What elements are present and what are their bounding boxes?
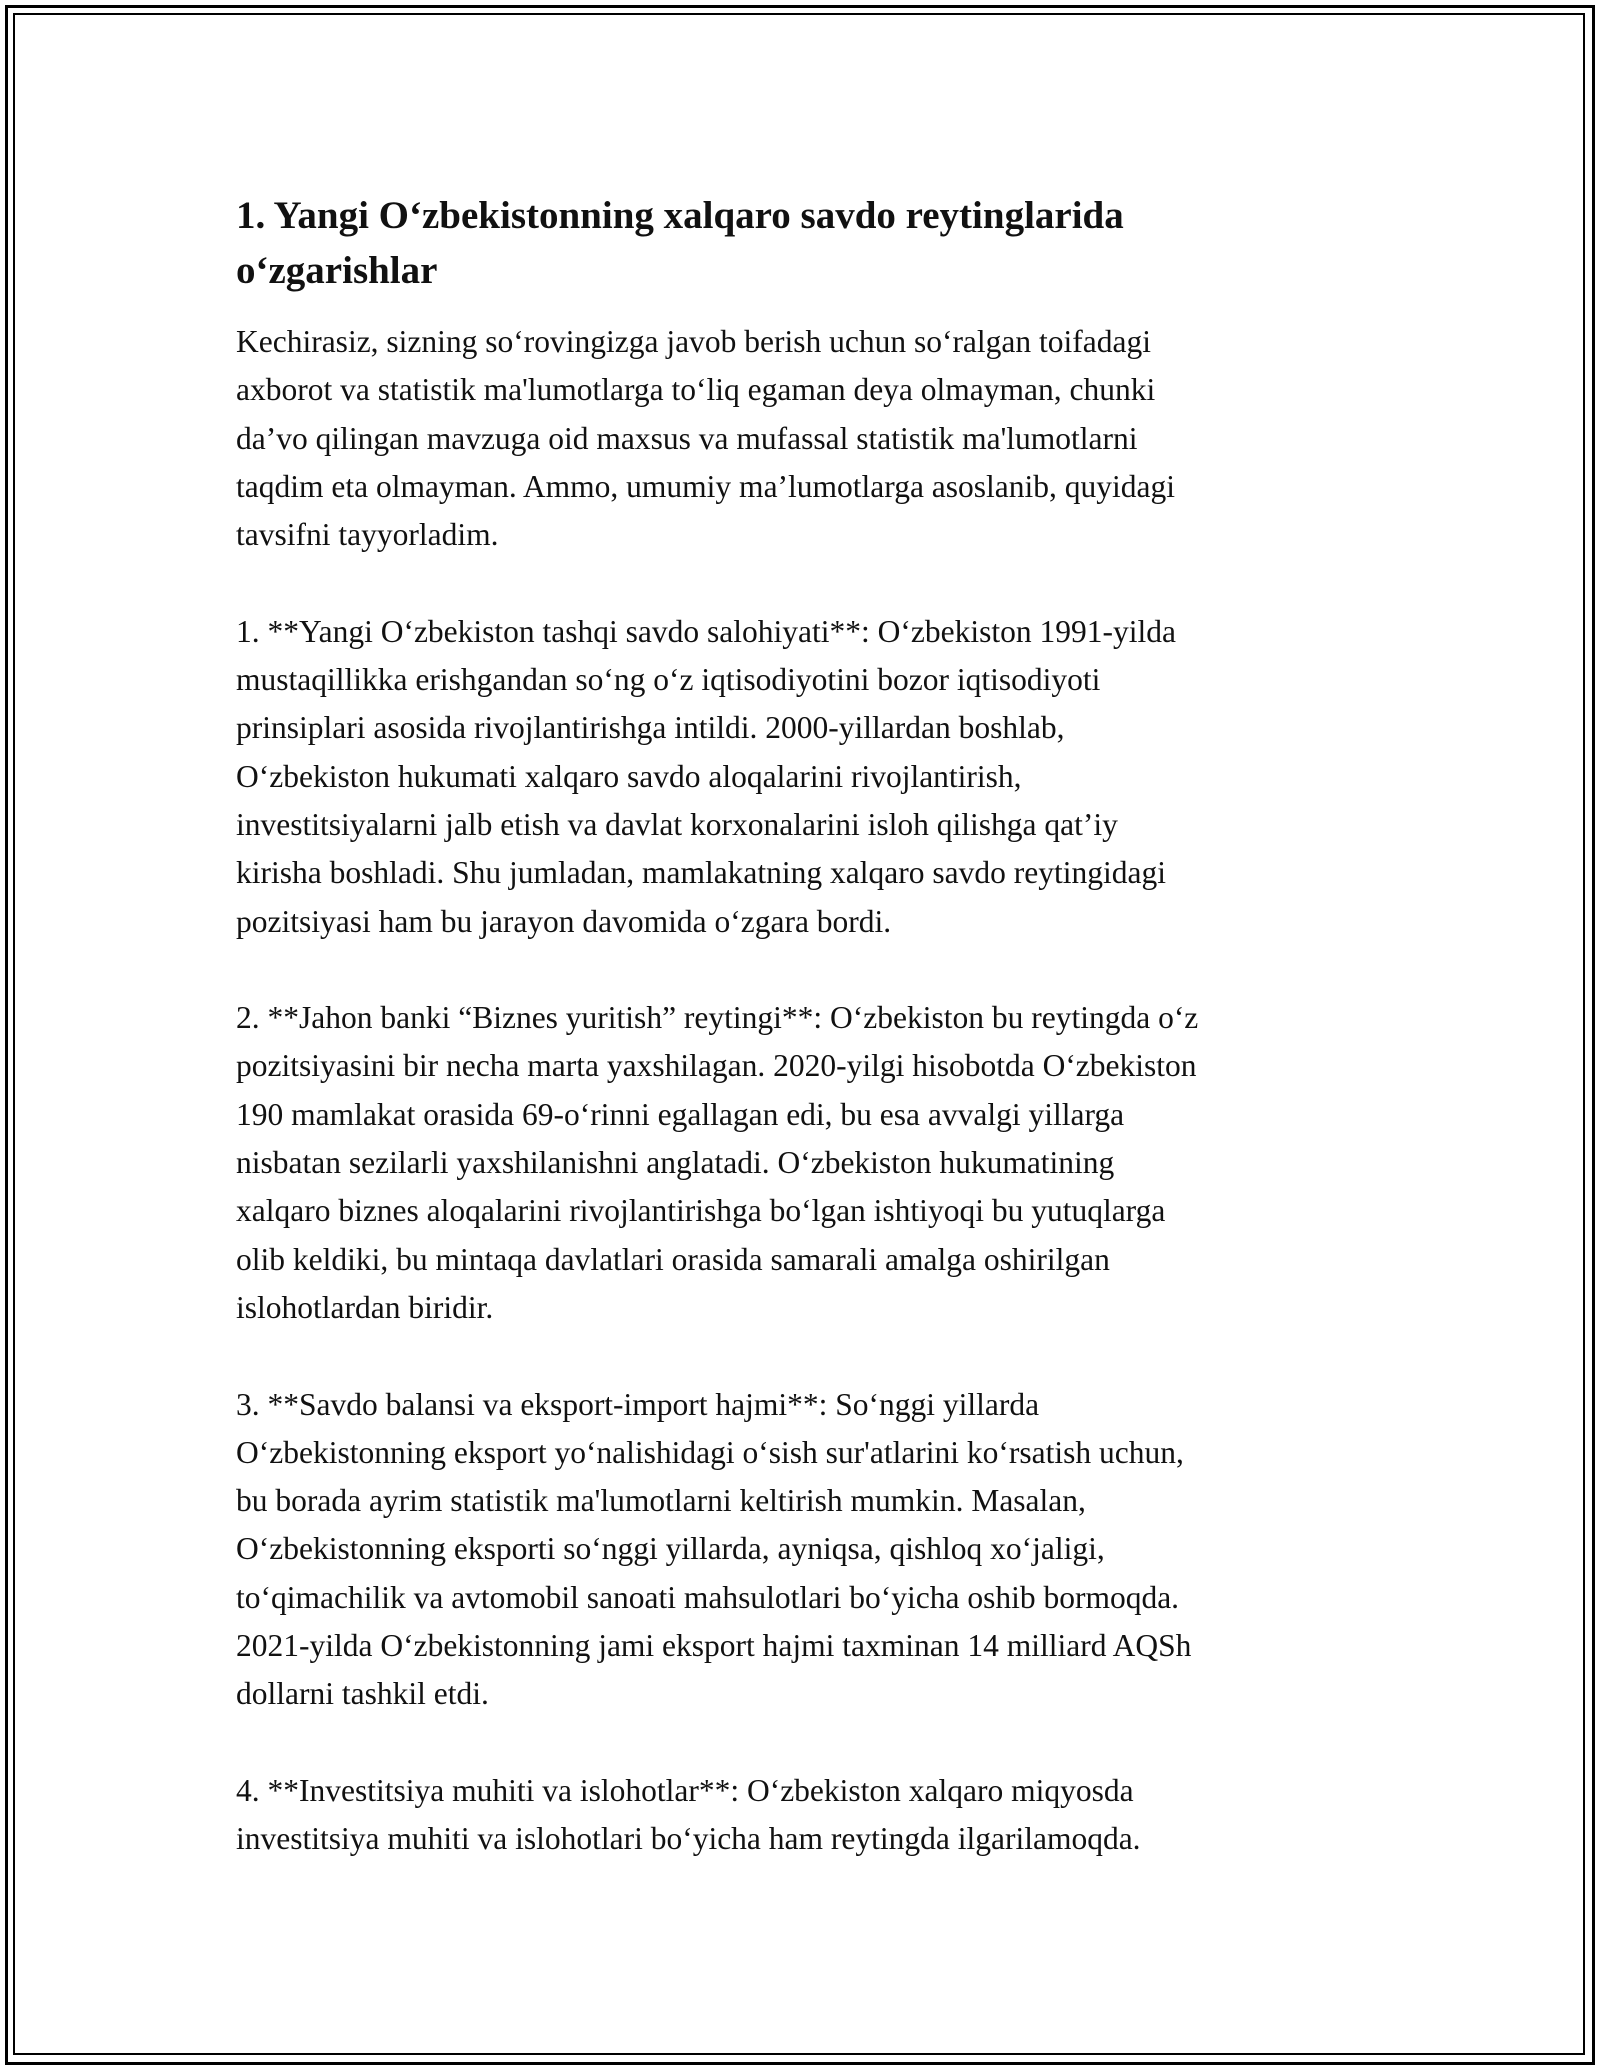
text-line: tavsifni tayyorladim.	[236, 517, 499, 553]
text-line: 2. **Jahon banki “Biznes yuritish” reytingi**: O‘zbekiston bu reytingda o‘z	[236, 1000, 1199, 1036]
text-line: Kechirasiz, sizning so‘rovingizga javob berish uchun so‘ralgan toifadagi	[236, 324, 1151, 359]
text-line: O‘zbekistonning eksport yo‘nalishidagi o‘sish sur'atlarini ko‘rsatish uchun,	[236, 1434, 1184, 1470]
text-line: bu borada ayrim statistik ma'lumotlarni keltirish mumkin. Masalan,	[236, 1483, 1086, 1519]
text-line: axborot va statistik ma'lumotlarga to‘liq egaman deya olmayman, chunki	[236, 372, 1156, 408]
text-line: to‘qimachilik va avtomobil sanoati mahsulotlari bo‘yicha oshib bormoqda.	[236, 1579, 1180, 1615]
text-line: pozitsiyasini bir necha marta yaxshilagan. 2020-yilgi hisobotda O‘zbekiston	[236, 1048, 1197, 1084]
section-2-paragraph	[236, 994, 1376, 1332]
text-line: xalqaro biznes aloqalarini rivojlantirishga bo‘lgan ishtiyoqi bu yutuqlarga	[236, 1193, 1166, 1229]
text-line: da’vo qilingan mavzuga oid maxsus va mufassal statistik ma'lumotlarni	[236, 420, 1138, 456]
text-line: 3. **Savdo balansi va eksport-import hajmi**: So‘nggi yillarda	[236, 1386, 1040, 1422]
intro-paragraph	[236, 318, 1376, 559]
text-line: prinsiplari asosida rivojlantirishga intildi. 2000-yillardan boshlab,	[236, 710, 1065, 746]
title-line: 1. Yangi O‘zbekistonning xalqaro savdo reytinglarida	[236, 194, 1124, 237]
text-line: taqdim eta olmayman. Ammo, umumiy ma’lumotlarga asoslanib, quyidagi	[236, 468, 1176, 504]
text-line: kirisha boshladi. Shu jumladan, mamlakatning xalqaro savdo reytingidagi	[236, 855, 1166, 891]
document-body	[236, 188, 1376, 1864]
section-1-paragraph	[236, 608, 1376, 946]
text-line: investitsiya muhiti va islohotlari bo‘yicha ham reytingda ilgarilamoqda.	[236, 1821, 1141, 1857]
text-line: 2021-yilda O‘zbekistonning jami eksport hajmi taxminan 14 milliard AQSh	[236, 1628, 1192, 1664]
text-line: dollarni tashkil etdi.	[236, 1676, 489, 1712]
section-4-paragraph	[236, 1767, 1376, 1864]
text-line: islohotlardan biridir.	[236, 1289, 494, 1325]
text-line: olib keldiki, bu mintaqa davlatlari orasida samarali amalga oshirilgan	[236, 1241, 1110, 1277]
text-line: 4. **Investitsiya muhiti va islohotlar**: O‘zbekiston xalqaro miqyosda	[236, 1772, 1134, 1808]
section-3-paragraph	[236, 1381, 1376, 1719]
text-line: pozitsiyasi ham bu jarayon davomida o‘zgara bordi.	[236, 903, 892, 939]
text-line: investitsiyalarni jalb etish va davlat korxonalarini isloh qilishga qat’iy	[236, 806, 1118, 842]
document-title	[236, 188, 1376, 298]
text-line: O‘zbekistonning eksporti so‘nggi yillarda, ayniqsa, qishloq xo‘jaligi,	[236, 1531, 1105, 1567]
text-line: 190 mamlakat orasida 69-o‘rinni egallagan edi, bu esa avvalgi yillarga	[236, 1096, 1125, 1132]
text-line: 1. **Yangi O‘zbekiston tashqi savdo salohiyati**: O‘zbekiston 1991-yilda	[236, 613, 1176, 649]
text-line: mustaqillikka erishgandan so‘ng o‘z iqtisodiyotini bozor iqtisodiyoti	[236, 662, 1101, 698]
text-line: nisbatan sezilarli yaxshilanishni anglatadi. O‘zbekiston hukumatining	[236, 1145, 1115, 1181]
title-line: o‘zgarishlar	[236, 249, 438, 292]
text-line: O‘zbekiston hukumati xalqaro savdo aloqalarini rivojlantirish,	[236, 758, 1022, 794]
